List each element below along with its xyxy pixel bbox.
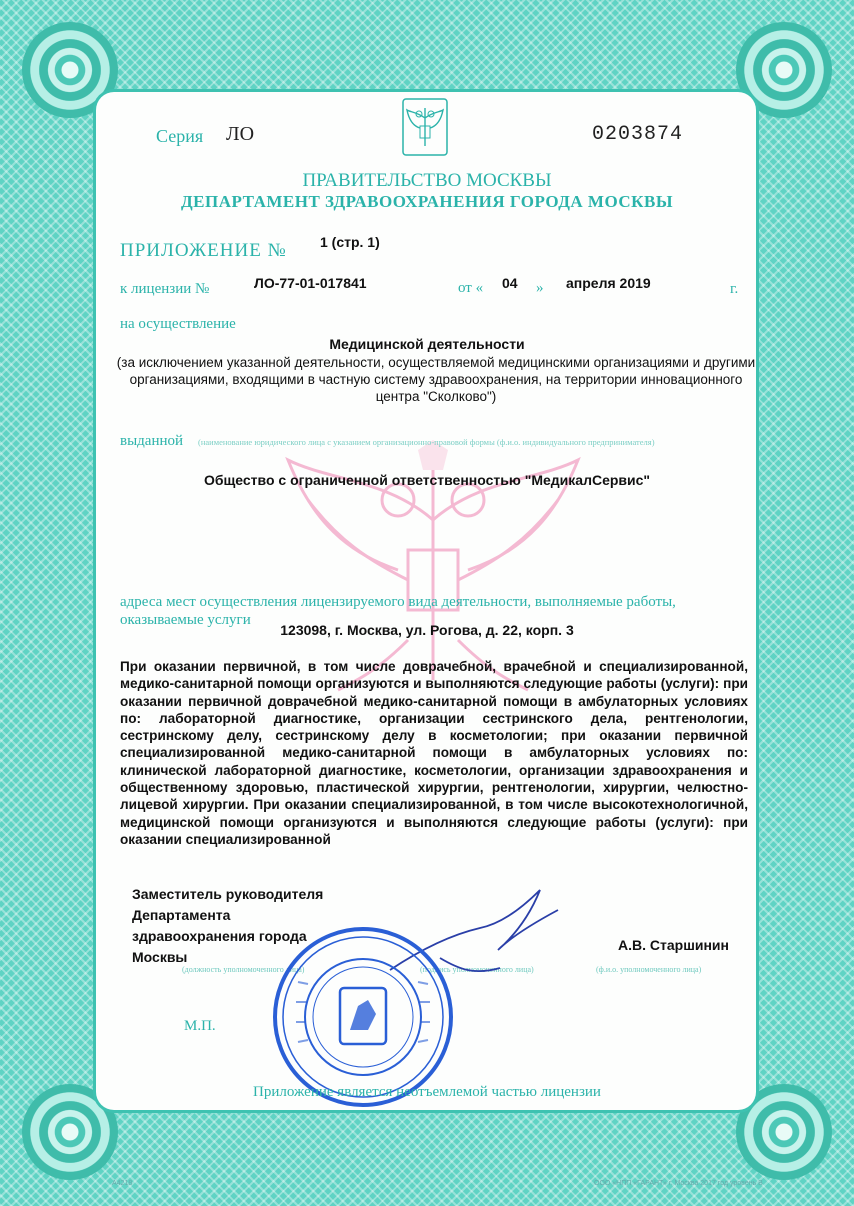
activity-title: Медицинской деятельности	[329, 336, 525, 352]
license-year-suffix: г.	[730, 281, 739, 297]
coat-of-arms-icon	[400, 96, 450, 158]
issued-hint: (наименование юридического лица с указанием организационно-правовой формы (ф.и.о. индивидуального предпринимателя)	[198, 437, 655, 447]
position-line: Заместитель руководителя	[132, 886, 324, 902]
seal-place-mark: М.П.	[184, 1018, 216, 1034]
signer-name: А.В. Старшинин	[618, 937, 729, 953]
sign-hint: (подпись уполномоченного лица)	[420, 965, 534, 974]
footer-note: Приложение является неотъемлемой частью лицензии	[253, 1084, 601, 1100]
form-number: 0203874	[592, 123, 684, 146]
position-line: Москвы	[132, 949, 188, 965]
organization-name: Общество с ограниченной ответственностью "МедикалСервис"	[203, 472, 651, 488]
position-line: Департамента	[132, 907, 231, 923]
license-day: 04	[502, 275, 518, 291]
license-close-quote: »	[536, 280, 544, 296]
footer-left-code: А4218	[112, 1180, 133, 1187]
appendix-value: 1 (стр. 1)	[320, 234, 380, 250]
license-from-label: от «	[458, 280, 484, 296]
address-value: 123098, г. Москва, ул. Рогова, д. 22, корп. 3	[280, 622, 574, 638]
name-hint: (ф.и.о. уполномоченного лица)	[596, 965, 702, 974]
license-month-year: апреля 2019	[566, 275, 651, 291]
gov-title: ПРАВИТЕЛЬСТВО МОСКВЫ	[302, 170, 552, 191]
appendix-label: ПРИЛОЖЕНИЕ №	[120, 240, 287, 261]
series-label: Серия	[156, 126, 204, 146]
activity-note: (за исключением указанной деятельности, осуществляемой медицинскими организациями и другими организациями, входящими в частную систему здравоохранения, на территории инновационного центра "Сколково")	[116, 355, 756, 404]
license-number: ЛО-77-01-017841	[254, 275, 367, 291]
services-text: При оказании первичной, в том числе доврачебной, врачебной и специализированной, медико-санитарной помощи организуются и выполняются следующие работы (услуги): при оказании первичной доврачебной медико-санитарной помощи в амбулаторных условиях по: лабораторной диагностике, организации сестринского дела, рентгенологии, сестринскому делу, сестринскому делу в косметологии; при оказании первичной специализированной медико-санитарной помощи в амбулаторных условиях по: клинической лабораторной диагностике, косметологии, организации здравоохранения и общественному здоровью, пластической хирургии, рентгенологии, хирургии, челюстно-лицевой хирургии. При оказании специализированной, в том числе высокотехнологичной, медицинской помощи организуются и выполняются следующие работы (услуги): при оказании специализированной	[120, 659, 748, 847]
position-hint: (должность уполномоченного лица)	[182, 965, 305, 974]
position-line: здравоохранения города	[132, 928, 307, 944]
footer-right-code: ООО «НПП «ГАРАНТ» г. Москва 2017 год уровень В	[594, 1180, 763, 1187]
activity-label: на осуществление	[120, 316, 236, 332]
license-label: к лицензии №	[120, 281, 210, 297]
dept-title: ДЕПАРТАМЕНТ ЗДРАВООХРАНЕНИЯ ГОРОДА МОСКВЫ	[180, 192, 674, 211]
issued-label: выданной	[120, 433, 184, 449]
series-value: ЛО	[226, 123, 255, 145]
address-label: адреса мест осуществления лицензируемого вида деятельности, выполняемые работы, оказываемые услуги	[120, 594, 676, 628]
